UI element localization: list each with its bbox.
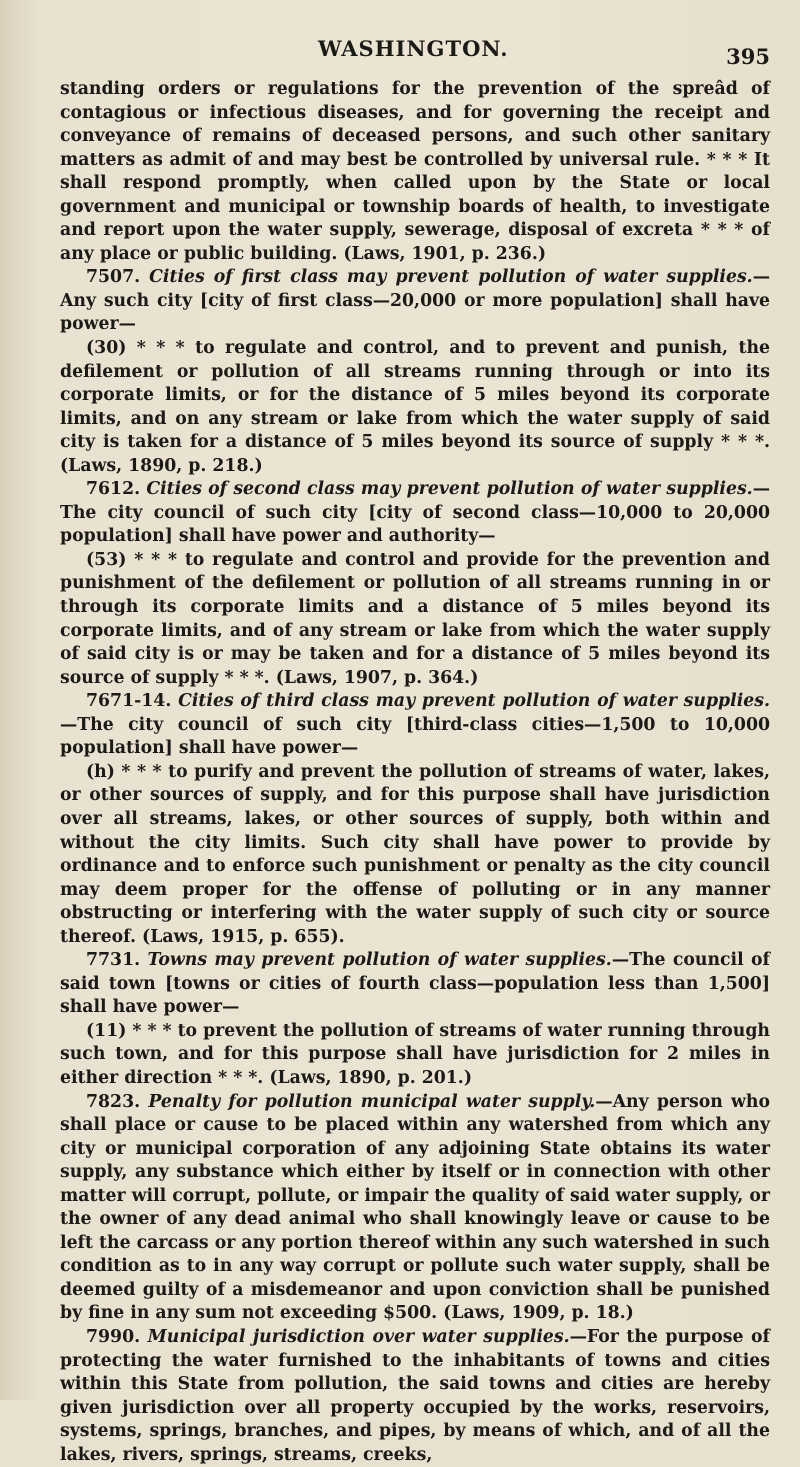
running-title: WASHINGTON.	[318, 36, 509, 61]
section-number: 7612.	[86, 479, 141, 500]
section-text: —Any person who shall place or cause to be placed within any watershed from which any city or municipal corporation of any adjoining State obtains its water supply, any substance which either by itself or in connection with other matter will corrupt, pollute, or impair the quality of said water supply, or the owner of any dead animal who shall knowingly leave or cause to be left the carcass or any portion thereof within any such watershed in such condition as to in any way corrupt or pollute such water supply, shall be deemed guilty of a misdemeanor and upon conviction shall be punished by fine in any sum not exceeding $500. (Laws, 1909, p. 18.)	[60, 1091, 770, 1324]
section-number: 7671-14.	[86, 691, 172, 712]
section-text: —For the purpose of protecting the water furnished to the inhabitants of towns and cities within this State from pollution, the said towns and cities are hereby given jurisdiction over all property occupied by the works, reservoirs, systems, springs, branches, and pipes, by means of which, and of all the lakes, rivers, springs, streams, creeks,	[60, 1326, 770, 1465]
section-7507	[60, 266, 770, 337]
section-7612	[60, 478, 770, 549]
subsection-h	[60, 761, 770, 949]
page-number: 395	[726, 44, 770, 69]
section-number: 7990.	[86, 1326, 141, 1347]
paragraph-text: standing orders or regulations for the prevention of the spreâd of contagious or infectious diseases, and for governing the receipt and conveyance of remains of deceased persons, and such other sanitary matters as admit of and may best be controlled by universal rule. * * * It shall respond promptly, when called upon by the State or local government and municipal or township boards of health, to investigate and report upon the water supply, sewerage, disposal of excreta * * * of any place or public building. (Laws, 1901, p. 236.)	[60, 79, 770, 264]
section-number: 7507.	[86, 267, 141, 288]
body-text	[60, 78, 770, 1467]
section-text: —The city council of such city [third-class cities—1,500 to 10,000 population] shall have power—	[60, 714, 770, 759]
subsection-11	[60, 1020, 770, 1091]
section-7731	[60, 949, 770, 1020]
section-heading: Towns may prevent pollution of water supplies.	[147, 950, 612, 971]
paragraph-continuation	[60, 78, 770, 266]
section-7990	[60, 1326, 770, 1467]
section-text: —Any such city [city of first class—20,000 or more population] shall have power—	[60, 267, 770, 335]
section-7671-14	[60, 690, 770, 761]
section-heading: Municipal jurisdiction over water supplies.	[147, 1326, 570, 1347]
section-heading: Cities of second class may prevent pollution of water supplies.	[146, 479, 753, 500]
subsection-text: (53) * * * to regulate and control and provide for the prevention and punishment of the defilement or pollution of all streams running in or through its corporate limits and a distance of 5 miles beyond its corporate limits, and of any stream or lake from which the water supply of said city is or may be taken and for a distance of 5 miles beyond its source of supply * * *. (Laws, 1907, p. 364.)	[60, 549, 770, 688]
subsection-text: (11) * * * to prevent the pollution of streams of water running through such town, and for this purpose shall have jurisdiction for 2 miles in either direction * * *. (Laws, 1890, p. 201.)	[60, 1020, 770, 1088]
subsection-30	[60, 337, 770, 478]
section-number: 7731.	[86, 950, 141, 971]
section-heading: Cities of third class may prevent pollution of water supplies.	[178, 691, 770, 712]
section-7823	[60, 1091, 770, 1326]
subsection-53	[60, 549, 770, 690]
section-text: —The city council of such city [city of second class—10,000 to 20,000 population] shall have power and authority—	[60, 479, 770, 547]
section-heading: Penalty for pollution municipal water supply.	[148, 1091, 596, 1112]
section-heading: Cities of first class may prevent pollution of water supplies.	[149, 267, 753, 288]
section-text: —The council of said town [towns or cities of fourth class—population less than 1,500] shall have power—	[60, 950, 770, 1018]
subsection-text: (h) * * * to purify and prevent the pollution of streams of water, lakes, or other sources of supply, and for this purpose shall have jurisdiction over all streams, lakes, or other sources of supply, both within and without the city limits. Such city shall have power to provide by ordinance and to enforce such punishment or penalty as the city council may deem proper for the offense of polluting or in any manner obstructing or interfering with the water supply of such city or source thereof. (Laws, 1915, p. 655).	[60, 761, 770, 947]
section-number: 7823.	[86, 1091, 141, 1112]
running-head	[60, 36, 770, 70]
subsection-text: (30) * * * to regulate and control, and to prevent and punish, the defilement or pollution of all streams running through or into its corporate limits, or for the distance of 5 miles beyond its corporate limits, and on any stream or lake from which the water supply of said city is taken for a distance of 5 miles beyond its source of supply * * *. (Laws, 1890, p. 218.)	[60, 338, 770, 476]
